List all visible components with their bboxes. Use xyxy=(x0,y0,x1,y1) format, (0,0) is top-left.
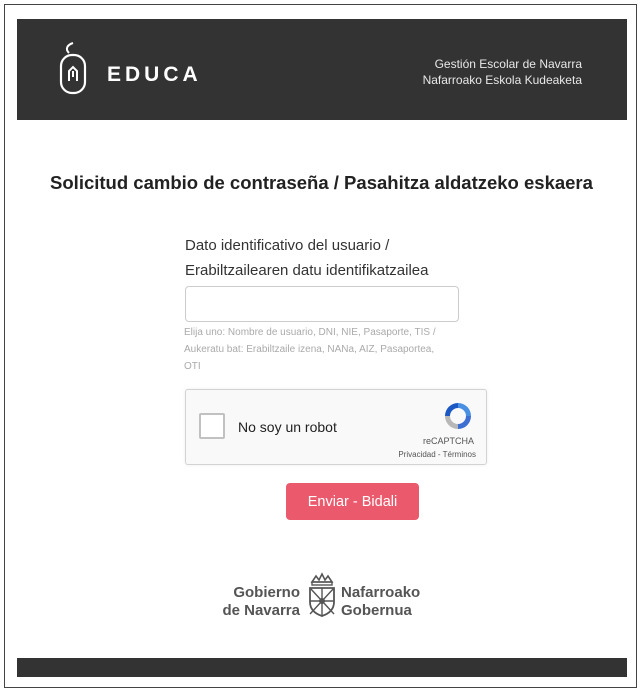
user-id-label-eu: Erabiltzailearen datu identifikatzailea xyxy=(185,262,429,279)
hint-line-2: Aukeratu bat: Erabiltzaile izena, NANa, AIZ, Pasaportea, xyxy=(184,344,435,355)
header-bar xyxy=(17,19,627,120)
gov-name-es-line2: de Navarra xyxy=(222,602,300,619)
recaptcha-links[interactable]: Privacidad - Términos xyxy=(398,450,476,459)
mouse-logo-icon xyxy=(57,41,89,97)
recaptcha-widget xyxy=(185,389,487,465)
footer-bar xyxy=(17,658,627,677)
recaptcha-logo-icon xyxy=(442,400,474,432)
page-title: Solicitud cambio de contraseña / Pasahitza aldatzeko eskaera xyxy=(50,172,593,193)
user-id-label-es: Dato identificativo del usuario / xyxy=(185,237,390,254)
gov-name-eu-line2: Gobernua xyxy=(341,602,412,619)
government-logo xyxy=(0,572,643,622)
recaptcha-checkbox[interactable] xyxy=(199,413,225,439)
submit-button[interactable]: Enviar - Bidali xyxy=(286,483,419,520)
user-id-input[interactable] xyxy=(185,286,459,322)
recaptcha-brand: reCAPTCHA xyxy=(422,436,474,446)
recaptcha-label: No soy un robot xyxy=(238,419,337,435)
gov-name-es xyxy=(222,584,300,620)
gov-name-eu xyxy=(341,584,420,620)
header-subtitle xyxy=(423,56,582,88)
header-subtitle-es: Gestión Escolar de Navarra xyxy=(434,57,582,71)
user-id-hint xyxy=(184,324,464,375)
gov-name-eu-line1: Nafarroako xyxy=(341,584,421,601)
hint-line-3: OTI xyxy=(184,361,201,372)
logo-text: EDUCA xyxy=(107,63,202,86)
gov-name-es-line1: Gobierno xyxy=(233,584,300,601)
user-id-label xyxy=(185,233,428,283)
header-subtitle-eu: Nafarroako Eskola Kudeaketa xyxy=(422,73,582,87)
hint-line-1: Elija uno: Nombre de usuario, DNI, NIE, Pasaporte, TIS / xyxy=(184,327,436,338)
navarra-coat-of-arms-icon xyxy=(306,572,338,618)
